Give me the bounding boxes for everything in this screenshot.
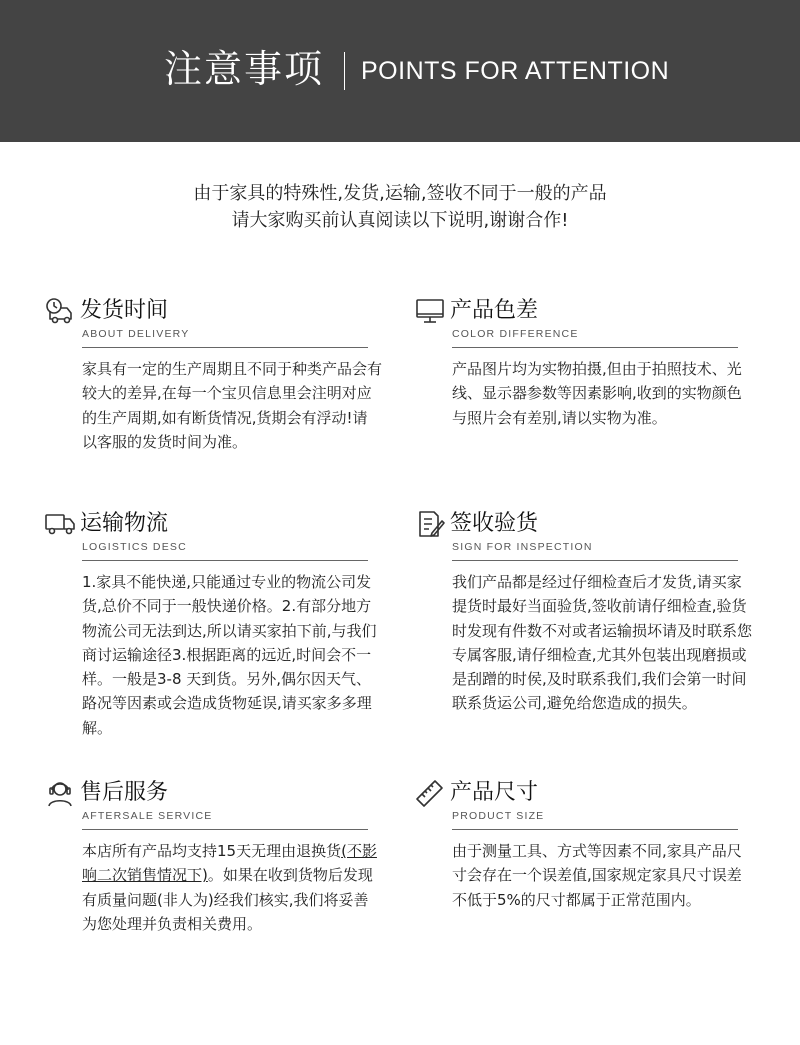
section-subtitle: COLOR DIFFERENCE [452, 328, 579, 340]
section-body: 1.家具不能快递,只能通过专业的物流公司发货,总价不同于一般快递价格。2.有部分地方物流公司无法到达,所以请买家拍下前,与我们商讨运输途径3.根据距离的远近,时间会不一样。一般是3-8 天到货。另外,偶尔因天气、路况等因素或会造成货物延误,请买家多多理解。 [82, 573, 377, 737]
section-body: 我们产品都是经过仔细检查后才发货,请买家提货时最好当面验货,签收前请仔细检查,验货时发现有件数不对或者运输损坏请及时联系您专属客服,请仔细检查,尤其外包装出现磨损或是刮蹭的时侯,及时联系我们,我们会第一时间联系货运公司,避免给您造成的损失。 [452, 573, 753, 713]
section-subtitle: SIGN FOR INSPECTION [452, 541, 593, 553]
intro-line: 由于家具的特殊性,发货,运输,签收不同于一般的产品 [193, 183, 607, 204]
intro-text [0, 180, 800, 234]
section-divider [452, 829, 738, 830]
section-subtitle: ABOUT DELIVERY [82, 328, 190, 340]
page-title: 注意事项 [164, 47, 325, 91]
underlined-note: (不影响二次销售情况下) [82, 842, 377, 885]
customer-service-icon [44, 778, 76, 808]
section-title: 售后服务 [80, 780, 169, 805]
page-title-english: POINTS FOR ATTENTION [361, 57, 670, 85]
body-text: 。如果在收到货物后发现有质量问题(非人为)经我们核实,我们将妥善为您处理并负责相关费用。 [82, 866, 373, 933]
section-subtitle: AFTERSALE SERVICE [82, 810, 213, 822]
section-divider [82, 560, 368, 561]
section-body: 产品图片均为实物拍摄,但由于拍照技术、光线、显示器参数等因素影响,收到的实物颜色与照片会有差别,请以实物为准。 [452, 360, 742, 427]
section-body: 家具有一定的生产周期且不同于种类产品会有较大的差异,在每一个宝贝信息里会注明对应的生产周期,如有断货情况,货期会有浮动!请以客服的发货时间为准。 [82, 360, 383, 451]
section-body [82, 839, 382, 936]
truck-icon [44, 509, 76, 539]
header-banner [0, 0, 800, 142]
section-subtitle: PRODUCT SIZE [452, 810, 545, 822]
clock-truck-icon [44, 296, 76, 326]
ruler-icon [414, 778, 446, 808]
section-divider [82, 347, 368, 348]
section-title: 发货时间 [80, 298, 169, 323]
sign-document-icon [414, 509, 446, 539]
section-divider [82, 829, 368, 830]
section-title: 运输物流 [80, 511, 169, 536]
section-subtitle: LOGISTICS DESC [82, 541, 187, 553]
section-divider [452, 347, 738, 348]
section-divider [452, 560, 738, 561]
section-title: 产品尺寸 [450, 780, 539, 805]
title-divider [344, 52, 345, 90]
intro-line: 请大家购买前认真阅读以下说明,谢谢合作! [231, 210, 569, 231]
body-text: 本店所有产品均支持15天无理由退换货 [82, 842, 342, 860]
section-body: 由于测量工具、方式等因素不同,家具产品尺寸会存在一个误差值,国家规定家具尺寸误差不低于5%的尺寸都属于正常范围内。 [452, 842, 742, 909]
section-title: 签收验货 [450, 511, 539, 536]
monitor-icon [414, 296, 446, 326]
section-title: 产品色差 [450, 298, 539, 323]
